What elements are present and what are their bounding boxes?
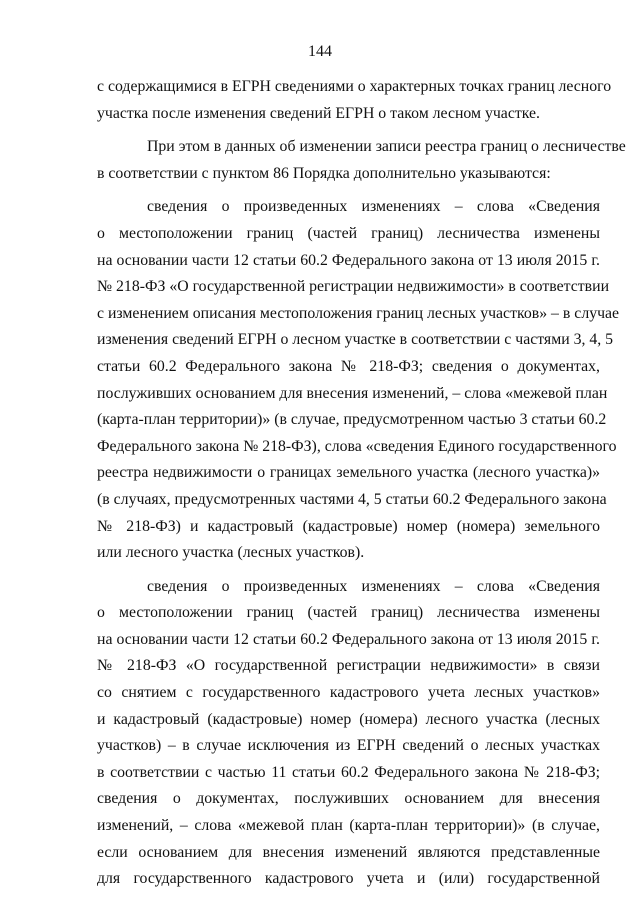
text-line: реестра недвижимости о границах земельного участка (лесного участка)» bbox=[97, 464, 600, 482]
text-line: для государственного кадастрового учета и (или) государственной bbox=[97, 870, 600, 888]
paragraph-1 bbox=[97, 74, 612, 127]
text-line: с изменением описания местоположения границ лесных участков» – в случае bbox=[97, 304, 620, 322]
text-line: участков) – в случае исключения из ЕГРН сведений о лесных участках bbox=[97, 737, 600, 755]
text-line: послуживших основанием для внесения изменений, – слова «межевой план bbox=[97, 384, 608, 402]
text-line: При этом в данных об изменении записи реестра границ о лесничестве bbox=[147, 138, 626, 156]
text-line: (карта-план территории)» (в случае, предусмотренном частью 3 статьи 60.2 bbox=[97, 411, 607, 429]
text-line: или лесного участка (лесных участков). bbox=[97, 544, 365, 562]
text-line: Федерального закона № 218-ФЗ), слова «сведения Единого государственного bbox=[97, 437, 617, 455]
text-line: сведения о документах, послуживших основанием для внесения bbox=[97, 790, 600, 808]
text-line: в соответствии с пунктом 86 Порядка дополнительно указываются: bbox=[97, 164, 551, 182]
text-line: с содержащимися в ЕГРН сведениями о характерных точках границ лесного bbox=[97, 78, 612, 95]
text-line: со снятием с государственного кадастрового учета лесных участков» bbox=[97, 684, 600, 702]
paragraph-2 bbox=[97, 134, 626, 187]
text-line: на основании части 12 статьи 60.2 Федерального закона от 13 июля 2015 г. bbox=[97, 630, 600, 648]
text-line: № 218-ФЗ) и кадастровый (кадастровые) номер (номера) земельного bbox=[97, 517, 600, 535]
text-line: на основании части 12 статьи 60.2 Федерального закона от 13 июля 2015 г. bbox=[97, 251, 600, 269]
text-line: в соответствии с частью 11 статьи 60.2 Федерального закона № 218-ФЗ; bbox=[97, 763, 600, 781]
text-line: если основанием для внесения изменений являются представленные bbox=[97, 843, 600, 861]
text-line: о местоположении границ (частей границ) лесничества изменены bbox=[97, 604, 600, 622]
text-line: № 218-ФЗ «О государственной регистрации недвижимости» в связи bbox=[97, 657, 600, 675]
paragraph-3 bbox=[97, 194, 620, 566]
text-line: статьи 60.2 Федерального закона № 218-ФЗ; сведения о документах, bbox=[97, 357, 600, 375]
text-line: изменения сведений ЕГРН о лесном участке в соответствии с частями 3, 4, 5 bbox=[97, 331, 614, 349]
paragraph-4 bbox=[97, 574, 600, 893]
text-line: сведения о произведенных изменениях – слова «Сведения bbox=[147, 577, 600, 595]
text-line: и кадастровый (кадастровые) номер (номера) лесного участка (лесных bbox=[97, 710, 600, 728]
text-line: (в случаях, предусмотренных частями 4, 5 статьи 60.2 Федерального закона bbox=[97, 490, 607, 508]
text-line: участка после изменения сведений ЕГРН о таком лесном участке. bbox=[97, 104, 540, 122]
text-line: о местоположении границ (частей границ) лесничества изменены bbox=[97, 224, 600, 242]
text-line: № 218-ФЗ «О государственной регистрации недвижимости» в соответствии bbox=[97, 278, 610, 296]
text-line: изменений, – слова «межевой план (карта-план территории)» (в случае, bbox=[97, 817, 600, 835]
document-body bbox=[97, 74, 626, 893]
page-number: 144 bbox=[308, 43, 332, 60]
text-line: сведения о произведенных изменениях – слова «Сведения bbox=[147, 198, 600, 216]
